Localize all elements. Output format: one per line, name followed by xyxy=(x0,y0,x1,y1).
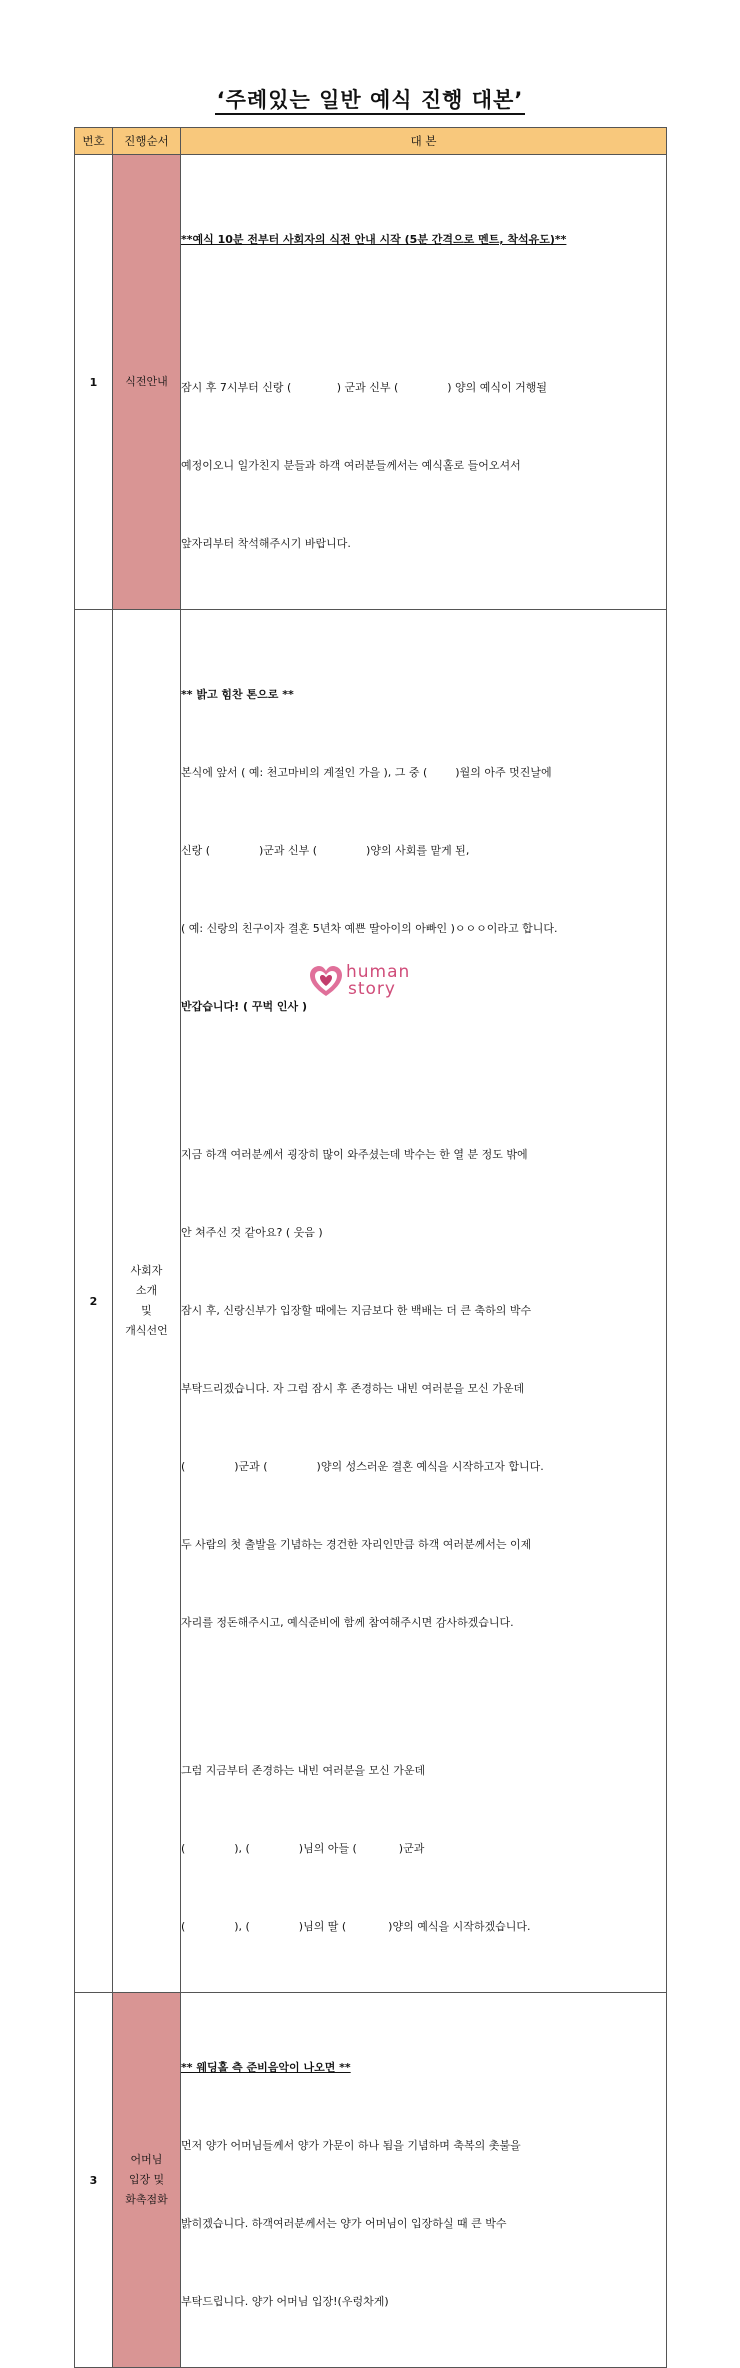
document-title: ‘주례있는 일반 예식 진행 대본’ xyxy=(0,84,740,114)
script-line: ** 밝고 힘찬 톤으로 ** xyxy=(181,688,294,701)
step-line: 소개 xyxy=(135,1284,158,1297)
script-line: 앞자리부터 착석해주시기 바랍니다. xyxy=(181,537,351,550)
table-row xyxy=(75,155,667,610)
script-line: 반갑습니다! ( 꾸벅 인사 ) xyxy=(181,1000,308,1013)
logo-line-2: story xyxy=(348,979,396,999)
step-line: 식전안내 xyxy=(125,375,168,388)
script-table xyxy=(74,127,667,2368)
step-line: 개식선언 xyxy=(125,1324,168,1337)
heart-logo-icon xyxy=(308,964,344,1000)
script-line: 밝히겠습니다. 하객여러분께서는 양가 어머님이 입장하실 때 큰 박수 xyxy=(181,2217,507,2230)
script-line: 먼저 양가 어머님들께서 양가 가문이 하나 됨을 기념하며 축복의 촛불을 xyxy=(181,2139,521,2152)
table-header-row xyxy=(75,128,667,155)
script-line: 부탁드립니다. 양가 어머님 입장!(우렁차게) xyxy=(181,2295,389,2308)
row-number: 1 xyxy=(75,155,113,610)
script-line: ( ), ( )님의 아들 ( )군과 xyxy=(181,1842,425,1855)
step-name xyxy=(113,1993,181,2368)
step-line: 어머님 xyxy=(130,2153,163,2166)
table-row xyxy=(75,610,667,1993)
script-line: 안 쳐주신 것 같아요? ( 웃음 ) xyxy=(181,1226,323,1239)
header-order: 진행순서 xyxy=(113,128,181,155)
step-line: 입장 및 xyxy=(128,2173,165,2186)
script-line: 신랑 ( )군과 신부 ( )양의 사회를 맡게 된, xyxy=(181,844,470,857)
script-body xyxy=(181,610,667,1993)
script-line: ** 웨딩홀 측 준비음악이 나오면 ** xyxy=(181,2061,351,2074)
step-line: 및 xyxy=(141,1304,152,1317)
script-line: 그럼 지금부터 존경하는 내빈 여러분을 모신 가운데 xyxy=(181,1764,426,1777)
step-line: 화촉점화 xyxy=(125,2193,168,2206)
row-number: 2 xyxy=(75,610,113,1993)
script-line: ( ), ( )님의 딸 ( )양의 예식을 시작하겠습니다. xyxy=(181,1920,531,1933)
table-row xyxy=(75,1993,667,2368)
script-line: 본식에 앞서 ( 예: 천고마비의 계절인 가을 ), 그 중 ( )월의 아주 멋진날에 xyxy=(181,766,552,779)
logo-text xyxy=(346,964,410,998)
script-body xyxy=(181,155,667,610)
logo-line-1: human xyxy=(346,962,411,982)
header-script: 대 본 xyxy=(181,128,667,155)
script-line: 잠시 후 7시부터 신랑 ( ) 군과 신부 ( ) 양의 예식이 거행될 xyxy=(181,381,548,394)
script-line: 예정이오니 일가친지 분들과 하객 여러분들께서는 예식홀로 들어오셔서 xyxy=(181,459,521,472)
human-story-logo xyxy=(308,962,448,1002)
script-line: 잠시 후, 신랑신부가 입장할 때에는 지금보다 한 백배는 더 큰 축하의 박수 xyxy=(181,1304,532,1317)
script-line: **예식 10분 전부터 사회자의 식전 안내 시작 (5분 간격으로 멘트, 착석유도)** xyxy=(181,233,567,246)
script-line xyxy=(181,305,666,323)
script-line: 지금 하객 여러분께서 굉장히 많이 와주셨는데 박수는 한 열 분 정도 밖에 xyxy=(181,1148,528,1161)
script-line: 두 사람의 첫 출발을 기념하는 경건한 자리인만큼 하객 여러분께서는 이제 xyxy=(181,1538,532,1551)
script-line: ( 예: 신랑의 친구이자 결혼 5년차 예쁜 딸아이의 아빠인 )ㅇㅇㅇ이라고 합니다. xyxy=(181,922,558,935)
step-name xyxy=(113,610,181,1993)
script-line: ( )군과 ( )양의 성스러운 결혼 예식을 시작하고자 합니다. xyxy=(181,1460,544,1473)
step-line: 사회자 xyxy=(130,1264,163,1277)
row-number: 3 xyxy=(75,1993,113,2368)
script-body xyxy=(181,1993,667,2368)
script-line: 부탁드리겠습니다. 자 그럼 잠시 후 존경하는 내빈 여러분을 모신 가운데 xyxy=(181,1382,525,1395)
step-name xyxy=(113,155,181,610)
script-line xyxy=(181,1688,666,1706)
script-line: 자리를 정돈해주시고, 예식준비에 함께 참여해주시면 감사하겠습니다. xyxy=(181,1616,514,1629)
header-number: 번호 xyxy=(75,128,113,155)
script-line xyxy=(181,1072,666,1090)
